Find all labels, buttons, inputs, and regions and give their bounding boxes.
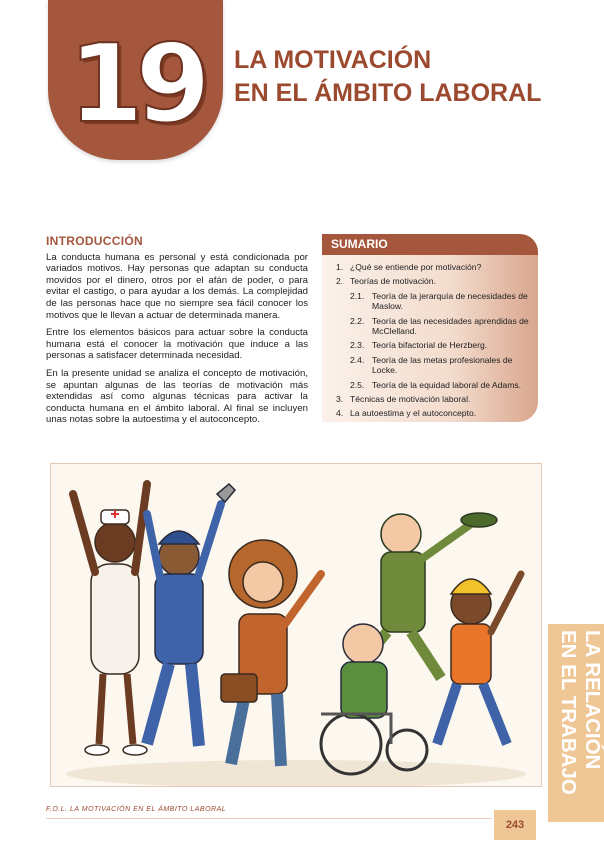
- summary-subitem: [350, 355, 530, 376]
- summary-item-text: Teorías de motivación.: [350, 276, 436, 287]
- nurse-figure: [73, 484, 147, 755]
- section-side-tab-text: [548, 624, 604, 822]
- summary-subitem-number: 2.2.: [350, 315, 365, 326]
- summary-subitem-number: 2.5.: [350, 379, 365, 390]
- summary-item-number: 2.: [336, 276, 344, 287]
- summary-subitem-text: Teoría de la equidad laboral de Adams.: [372, 379, 522, 390]
- summary-item: [336, 276, 530, 286]
- page-number: 243: [494, 810, 536, 840]
- summary-item-text: La autoestima y el autoconcepto.: [350, 408, 477, 419]
- summary-item-number: 1.: [336, 262, 344, 272]
- summary-item-number: 3.: [336, 394, 344, 405]
- summary-subitem-text: Teoría de las metas profesionales de Locke.: [372, 354, 513, 376]
- mechanic-figure: [147, 484, 235, 746]
- introduction-heading: INTRODUCCIÓN: [46, 234, 143, 248]
- side-tab-line2: EN EL TRABAJO: [557, 630, 580, 795]
- summary-subitem-number: 2.1.: [350, 290, 365, 301]
- summary-item-text: ¿Qué se entiende por motivación?: [350, 262, 482, 272]
- section-side-tab: [548, 624, 604, 822]
- page-footer: F.O.L. LA MOTIVACIÓN EN EL ÁMBITO LABORAL: [46, 806, 227, 813]
- summary-subitem-number: 2.3.: [350, 340, 365, 351]
- summary-item-number: 4.: [336, 408, 344, 419]
- cartoon-illustration: [50, 463, 542, 787]
- summary-subitem: [350, 291, 530, 312]
- summary-subitem: [350, 380, 530, 390]
- summary-heading: SUMARIO: [322, 234, 538, 255]
- office-woman-figure: [221, 540, 321, 766]
- summary-list: [322, 255, 538, 422]
- side-tab-line1: LA RELACIÓN: [581, 630, 604, 770]
- summary-subitem-text: Teoría bifactorial de Herzberg.: [372, 340, 488, 351]
- construction-worker-figure: [437, 574, 521, 744]
- intro-paragraph: En la presente unidad se analiza el concepto de motivación, se apuntan algunas de las teorías de motivación más extendidas así como algunas técnicas para activar la conducta humana en el ámbito laboral. Al final se incluyen unas notas sobre la autoestima y el autoconcepto.: [46, 367, 308, 426]
- footer-divider: [46, 818, 492, 819]
- summary-subitem: [350, 316, 530, 337]
- summary-item: [336, 408, 530, 418]
- chapter-title-line2: EN EL ÁMBITO LABORAL: [234, 79, 542, 107]
- summary-item: [336, 262, 530, 272]
- chapter-number-tab: [48, 0, 223, 160]
- summary-subitem: [350, 340, 530, 350]
- chapter-number: 19: [68, 22, 203, 147]
- chapter-title: [234, 44, 574, 110]
- intro-paragraph: La conducta humana es personal y está condicionada por variados motivos. Hay personas que adaptan su conducta movidos por el dinero, otros por el afán de poder, o para evitar el castigo, o para ayudar a los demás. La complejidad de las personas hace que no siempre sea fácil conocer los motivos que le llevan a actuar de determinada manera.: [46, 251, 308, 321]
- summary-item-text: Técnicas de motivación laboral.: [350, 394, 471, 405]
- summary-item: [336, 394, 530, 404]
- summary-box: [322, 234, 538, 422]
- summary-subitem-text: Teoría de las necesidades aprendidas de McClelland.: [372, 315, 529, 337]
- introduction-section: [46, 236, 308, 432]
- intro-paragraph: Entre los elementos básicos para actuar sobre la conducta humana está el conocer la motivación que induce a las personas a satisfacer determinada necesidad.: [46, 327, 308, 362]
- summary-subitem-number: 2.4.: [350, 354, 365, 365]
- wheelchair-figure: [321, 624, 427, 774]
- chapter-title-line1: LA MOTIVACIÓN: [234, 46, 432, 74]
- happy-workers-illustration: [51, 464, 541, 786]
- summary-subitem-text: Teoría de la jerarquía de necesidades de Maslow.: [372, 290, 528, 312]
